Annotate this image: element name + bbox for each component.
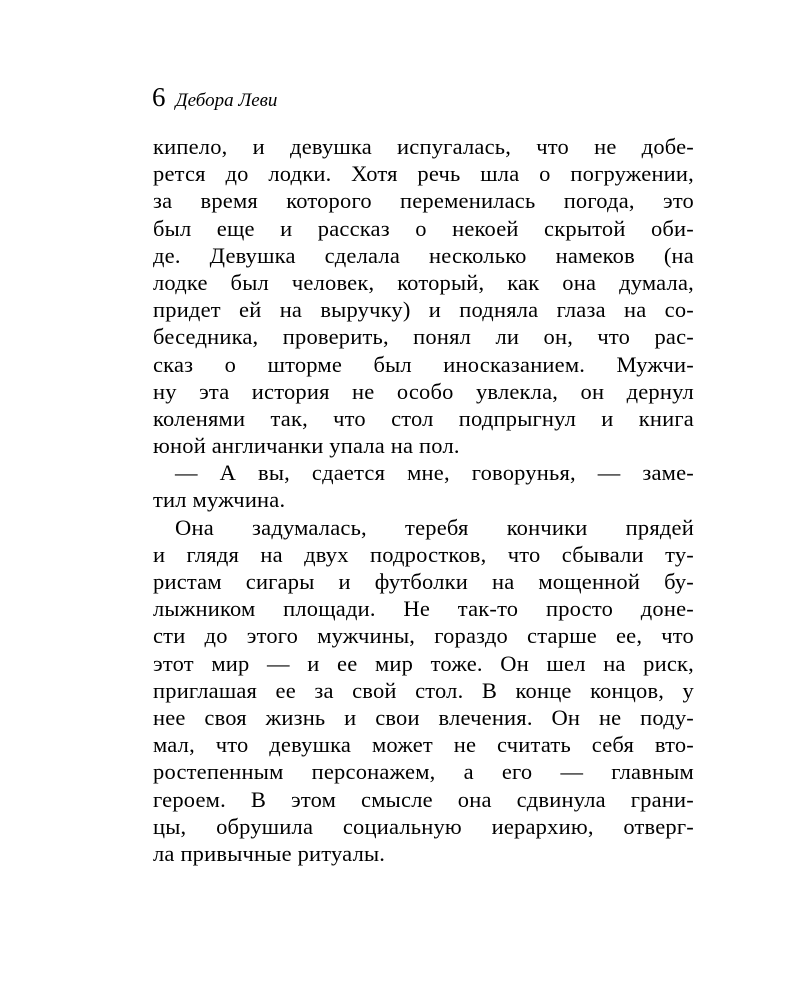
text-line: был еще и рассказ о некоей скрытой оби- xyxy=(153,215,694,241)
text-line: ростепенным персонажем, а его — главным xyxy=(153,759,694,785)
text-line: цы, обрушила социальную иерархию, отверг- xyxy=(153,813,694,839)
text-line: рется до лодки. Хотя речь шла о погружении, xyxy=(153,161,694,187)
text-line: лыжником площади. Не так-то просто доне- xyxy=(153,596,694,622)
running-head xyxy=(152,80,712,114)
text-line: героем. В этом смысле она сдвинула грани- xyxy=(153,786,694,812)
text-line: кипело, и девушка испугалась, что не добе- xyxy=(153,134,694,159)
text-line: ла привычные ритуалы. xyxy=(153,840,386,866)
text-line: де. Девушка сделала несколько намеков (на xyxy=(153,242,694,268)
text-line: сти до этого мужчины, гораздо старше ее, что xyxy=(153,623,694,649)
text-line: придет ей на выручку) и подняла глаза на со- xyxy=(153,297,694,323)
text-line: этот мир — и ее мир тоже. Он шел на риск, xyxy=(153,650,694,676)
text-line: ну эта история не особо увлекла, он дернул xyxy=(153,378,694,404)
page-number: 6 xyxy=(152,82,166,112)
text-line: ристам сигары и футболки на мощенной бу- xyxy=(153,569,694,594)
text-line: мал, что девушка может не считать себя вто- xyxy=(153,732,694,758)
text-line: Она задумалась, теребя кончики прядей xyxy=(175,514,694,540)
text-line: и глядя на двух подростков, что сбывали ту- xyxy=(153,541,694,567)
text-line: — А вы, сдается мне, говорунья, — заме- xyxy=(175,460,694,486)
text-line: приглашая ее за свой стол. В конце концов, у xyxy=(153,677,694,703)
text-line: сказ о шторме был иносказанием. Мужчи- xyxy=(153,351,694,377)
body-text xyxy=(153,133,694,867)
text-line: тил мужчина. xyxy=(153,487,286,513)
text-line: за время которого переменилась погода, это xyxy=(153,188,694,214)
text-line: лодке был человек, который, как она думала, xyxy=(153,269,694,295)
text-line: беседника, проверить, понял ли он, что рас- xyxy=(153,324,694,350)
text-line: юной англичанки упала на пол. xyxy=(153,433,460,459)
text-line: коленями так, что стол подпрыгнул и книга xyxy=(153,405,694,431)
text-line: нее своя жизнь и свои влечения. Он не поду- xyxy=(153,704,694,730)
book-author: Дебора Леви xyxy=(175,90,278,111)
